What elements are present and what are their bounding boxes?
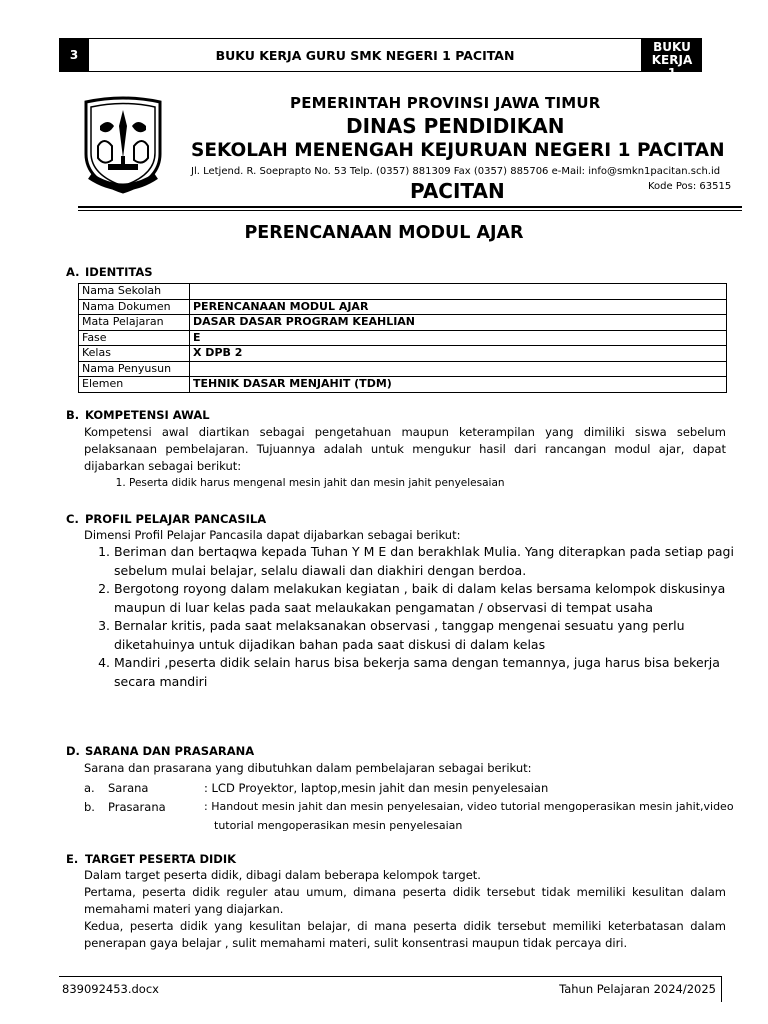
prasarana-label: Prasarana bbox=[108, 800, 166, 814]
table-key: Nama Dokumen bbox=[79, 299, 190, 315]
list-item: 2. Bergotong royong dalam melakukan kegiatan , baik di dalam kelas bersama kelompok diskusinya maupun di luar kelas pada saat melaukakan pengamatan / observasi di tempat usaha bbox=[114, 580, 744, 617]
table-key: Kelas bbox=[79, 346, 190, 362]
section-heading-text: PROFIL PELAJAR PANCASILA bbox=[85, 512, 267, 526]
section-target-heading bbox=[66, 852, 236, 866]
sarana-label: Sarana bbox=[108, 781, 149, 795]
header-title: BUKU KERJA GURU SMK NEGERI 1 PACITAN bbox=[89, 38, 642, 72]
table-key: Nama Sekolah bbox=[79, 284, 190, 300]
section-letter: E. bbox=[66, 852, 79, 866]
header-badge-line1: BUKU KERJA bbox=[651, 40, 693, 67]
table-row bbox=[79, 361, 727, 377]
footer-year: Tahun Pelajaran 2024/2025 bbox=[559, 982, 716, 996]
table-value: PERENCANAAN MODUL AJAR bbox=[190, 299, 727, 315]
table-key: Elemen bbox=[79, 377, 190, 393]
table-row bbox=[79, 299, 727, 315]
table-row bbox=[79, 346, 727, 362]
page-header bbox=[59, 38, 702, 80]
section-heading-text: SARANA DAN PRASARANA bbox=[85, 744, 255, 758]
letterhead-agency: DINAS PENDIDIKAN bbox=[346, 114, 565, 138]
table-value: DASAR DASAR PROGRAM KEAHLIAN bbox=[190, 315, 727, 331]
section-letter: B. bbox=[66, 408, 80, 422]
letterhead-rule-thin bbox=[78, 210, 742, 211]
identitas-table bbox=[78, 283, 727, 393]
list-item: 1. Peserta didik harus mengenal mesin jahit dan mesin jahit penyelesaian bbox=[129, 477, 749, 489]
table-value bbox=[190, 284, 727, 300]
letterhead-city: PACITAN bbox=[410, 179, 505, 203]
list-item: 3. Bernalar kritis, pada saat melaksanakan observasi , tanggap mengenai sesuatu yang perlu diketahuinya untuk dijadikan bahan pada saat diskusi di dalam kelas bbox=[114, 617, 744, 654]
sarana-letter: a. bbox=[84, 781, 95, 795]
header-badge-line2: 1 bbox=[667, 66, 677, 80]
table-row bbox=[79, 377, 727, 393]
letterhead-postcode: Kode Pos: 63515 bbox=[648, 181, 732, 192]
letterhead-address: Jl. Letjend. R. Soeprapto No. 53 Telp. (0357) 881309 Fax (0357) 885706 e-Mail: info@smkn1pacitan.sch.id bbox=[191, 166, 721, 177]
header-badge bbox=[642, 38, 702, 80]
profil-intro: Dimensi Profil Pelajar Pancasila dapat dijabarkan sebagai berikut: bbox=[84, 528, 461, 542]
letterhead-school: SEKOLAH MENENGAH KEJURUAN NEGERI 1 PACITAN bbox=[191, 140, 725, 161]
kompetensi-list bbox=[84, 477, 749, 489]
page-number: 3 bbox=[59, 38, 89, 72]
footer-rule bbox=[59, 976, 722, 977]
section-heading-text: TARGET PESERTA DIDIK bbox=[85, 852, 237, 866]
section-sarana-heading bbox=[66, 744, 254, 758]
table-row bbox=[79, 330, 727, 346]
target-paragraph-1: Dalam target peserta didik, dibagi dalam beberapa kelompok target. bbox=[84, 868, 481, 882]
section-profil-heading bbox=[66, 512, 266, 526]
letterhead-rule bbox=[78, 206, 742, 208]
list-item: 1. Beriman dan bertaqwa kepada Tuhan Y M E dan berakhlak Mulia. Yang diterapkan pada setiap pagi sebelum mulai belajar, selalu diawali dan diakhiri dengan berdoa. bbox=[114, 543, 744, 580]
footer-divider bbox=[721, 976, 722, 1002]
section-kompetensi-heading bbox=[66, 408, 210, 422]
prasarana-value: : Handout mesin jahit dan mesin penyelesaian, video tutorial mengoperasikan mesin jahit,video bbox=[204, 800, 734, 813]
list-item: 4. Mandiri ,peserta didik selain harus bisa bekerja sama dengan temannya, juga harus bisa bekerja secara mandiri bbox=[114, 654, 744, 691]
section-letter: D. bbox=[66, 744, 80, 758]
section-letter: A. bbox=[66, 265, 80, 279]
table-value: TEHNIK DASAR MENJAHIT (TDM) bbox=[190, 377, 727, 393]
sarana-intro: Sarana dan prasarana yang dibutuhkan dalam pembelajaran sebagai berikut: bbox=[84, 761, 532, 775]
table-key: Nama Penyusun bbox=[79, 361, 190, 377]
target-paragraph-2: Pertama, peserta didik reguler atau umum, dimana peserta didik tersebut tidak memiliki kesulitan dalam memahami materi yang diajarkan. bbox=[84, 885, 726, 916]
document-title: PERENCANAAN MODUL AJAR bbox=[244, 223, 524, 243]
section-letter: C. bbox=[66, 512, 79, 526]
east-java-emblem-logo bbox=[78, 96, 168, 196]
profil-list bbox=[84, 543, 744, 691]
table-value bbox=[190, 361, 727, 377]
section-heading-text: KOMPETENSI AWAL bbox=[85, 408, 210, 422]
table-row bbox=[79, 315, 727, 331]
section-heading-text: IDENTITAS bbox=[85, 265, 153, 279]
footer-filename: 839092453.docx bbox=[62, 982, 159, 996]
kompetensi-paragraph: Kompetensi awal diartikan sebagai pengetahuan maupun keterampilan yang dimiliki siswa sebelum pelaksanaan pembelajaran. Tujuannya adalah untuk mengukur hasil dari rancangan modul ajar, dapat dijabarkan sebagai berikut: bbox=[84, 425, 726, 473]
section-identitas-heading bbox=[66, 265, 153, 279]
prasarana-value-cont: tutorial mengoperasikan mesin penyelesaian bbox=[214, 819, 463, 832]
table-value: X DPB 2 bbox=[190, 346, 727, 362]
table-value: E bbox=[190, 330, 727, 346]
sarana-value: : LCD Proyektor, laptop,mesin jahit dan mesin penyelesaian bbox=[204, 781, 549, 795]
letterhead-government: PEMERINTAH PROVINSI JAWA TIMUR bbox=[290, 94, 601, 112]
table-key: Fase bbox=[79, 330, 190, 346]
table-key: Mata Pelajaran bbox=[79, 315, 190, 331]
prasarana-letter: b. bbox=[84, 800, 95, 814]
target-paragraph-3: Kedua, peserta didik yang kesulitan belajar, di mana peserta didik tersebut memiliki keterbatasan dalam penerapan gaya belajar , sulit memahami materi, sulit konsentrasi maupun tidak percaya diri. bbox=[84, 919, 726, 950]
table-row bbox=[79, 284, 727, 300]
